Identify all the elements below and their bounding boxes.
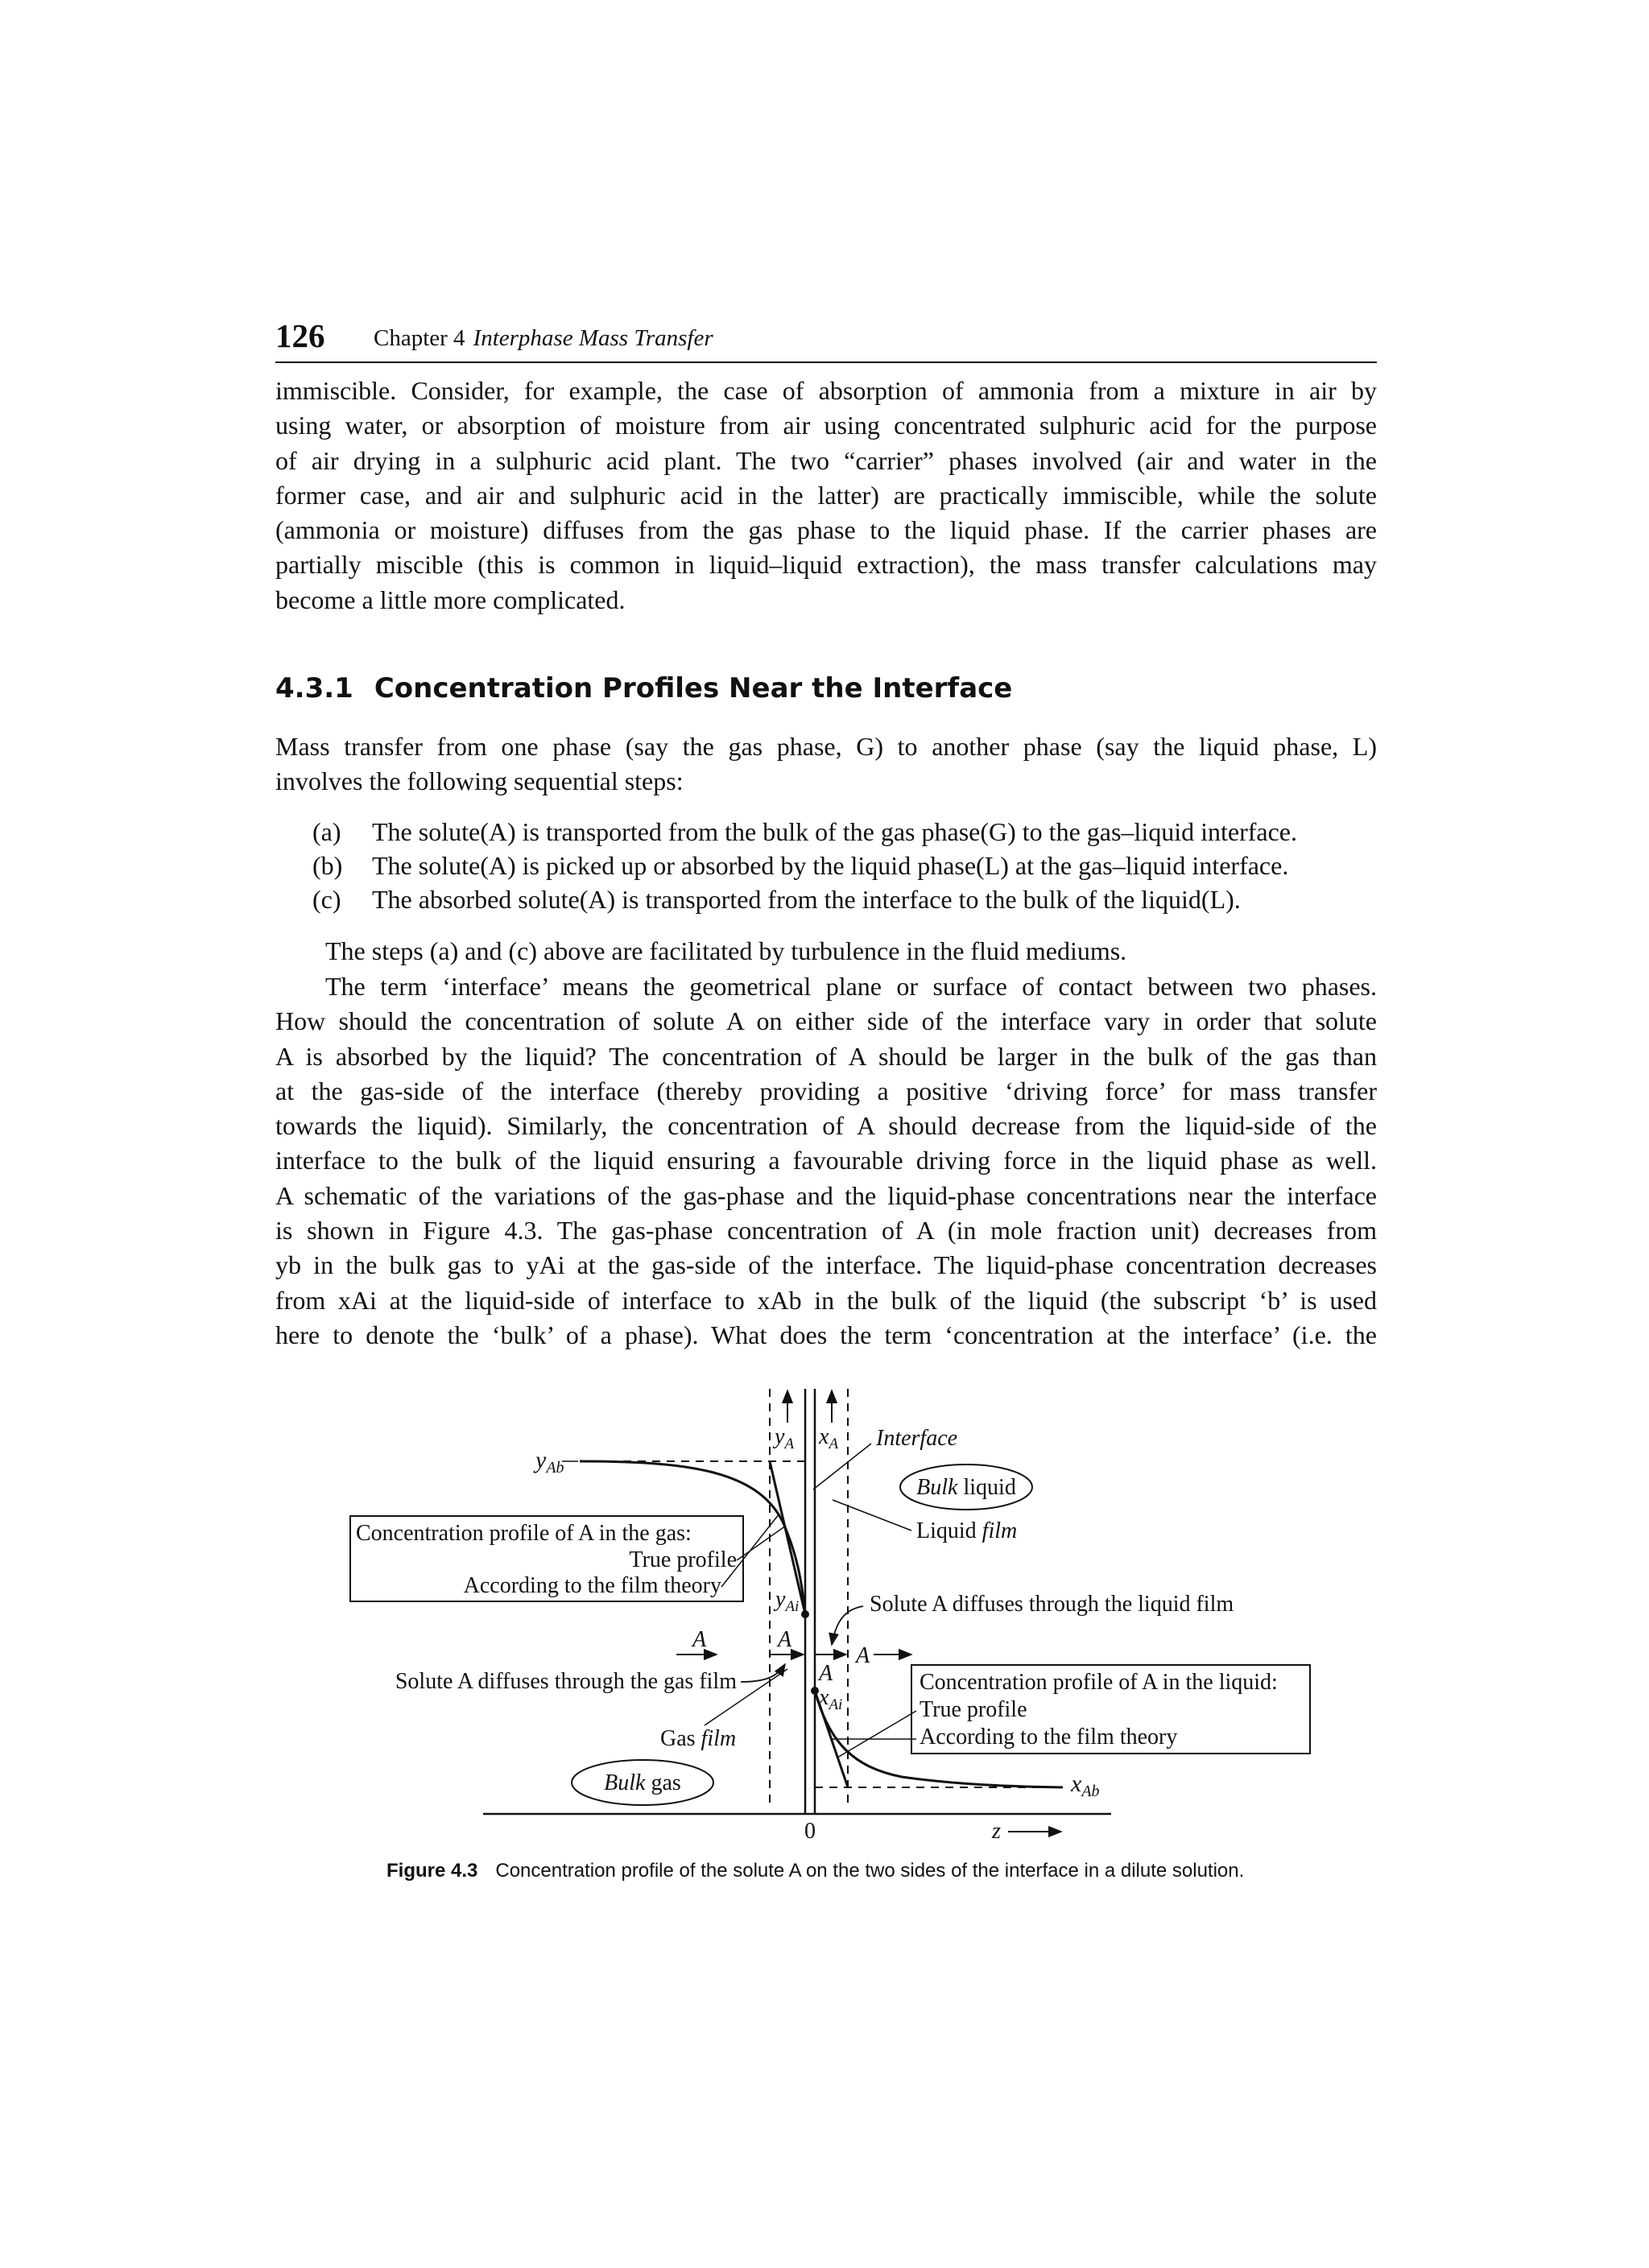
- y-a-subscript: A: [784, 1436, 795, 1452]
- chapter-label: [374, 324, 713, 353]
- text-line: Mass transfer from one phase (say the gas phase, G) to another phase (say the liquid phase, L): [275, 732, 1377, 761]
- text-line: yb in the bulk gas to yAi at the gas-side of the interface. The liquid-phase concentration decreases: [275, 1250, 1377, 1280]
- text-line: become a little more complicated.: [275, 585, 626, 614]
- liquid-film-leader-line: [833, 1500, 911, 1531]
- x-ai-subscript: Ai: [829, 1696, 843, 1713]
- bulk-gas-rest: gas: [645, 1770, 681, 1795]
- solute-gas-film-label: Solute A diffuses through the gas film: [395, 1669, 737, 1694]
- y-ai-point: [801, 1610, 809, 1618]
- step-item: [312, 815, 1377, 849]
- gas-film-label: [660, 1726, 736, 1751]
- y-ab-symbol: y: [535, 1447, 547, 1473]
- gas-box-line3: According to the film theory: [463, 1573, 721, 1598]
- text-line: The steps (a) and (c) above are facilitated by turbulence in the fluid mediums.: [325, 936, 1127, 965]
- x-ai-symbol: x: [819, 1685, 829, 1710]
- liquid-box-line2: True profile: [920, 1697, 1027, 1722]
- liquid-film-italic: film: [982, 1518, 1018, 1543]
- solute-liquid-film-label: Solute A diffuses through the liquid film: [870, 1592, 1234, 1617]
- step-item: [312, 882, 1377, 916]
- step-text: The solute(A) is picked up or absorbed by the liquid phase(L) at the gas–liquid interface.: [372, 851, 1289, 880]
- step-text: The solute(A) is transported from the bulk of the gas phase(G) to the gas–liquid interface.: [372, 817, 1297, 846]
- solute-gas-arrow: [741, 1664, 785, 1682]
- liquid-box-line1: Concentration profile of A in the liquid:: [920, 1670, 1278, 1695]
- chapter-title: Interphase Mass Transfer: [473, 325, 713, 351]
- step-tag: (a): [312, 817, 341, 846]
- gas-box-line1: Concentration profile of A in the gas:: [356, 1521, 692, 1546]
- y-ab-label: [533, 1447, 564, 1477]
- text-line: here to denote the ‘bulk’ of a phase). What does the term ‘concentration at the interface’ (i.e. the: [275, 1320, 1377, 1349]
- gas-flux-a-label: A: [692, 1627, 707, 1652]
- bulk-gas-italic: Bulk: [604, 1770, 646, 1795]
- liquid-true-leader: [837, 1711, 916, 1758]
- gas-true-leader: [737, 1526, 786, 1560]
- x-a-label: [818, 1424, 838, 1452]
- gas-film-a-label: A: [778, 1627, 792, 1652]
- figure-label: Figure 4.3: [386, 1860, 478, 1882]
- page-number: 126: [275, 317, 325, 354]
- text-line: is shown in Figure 4.3. The gas-phase concentration of A (in mole fraction unit) decreases from: [275, 1216, 1377, 1246]
- origin-label: 0: [804, 1819, 816, 1840]
- step-item: [312, 849, 1377, 882]
- liquid-film-label: [916, 1518, 1017, 1543]
- section-number: 4.3.1: [275, 672, 353, 704]
- interface-a-label: A: [819, 1661, 833, 1686]
- step-text: The absorbed solute(A) is transported from the interface to the bulk of the liquid(L).: [372, 885, 1241, 914]
- gas-film-plain: Gas: [660, 1726, 701, 1751]
- concentration-profile-diagram: [338, 1373, 1320, 1840]
- text-line: from xAi at the liquid-side of interface to xAb in the bulk of the liquid (the subscript ‘b’ is used: [275, 1285, 1377, 1315]
- y-ab-subscript: Ab: [546, 1459, 564, 1477]
- bulk-liquid-label: [916, 1475, 1016, 1500]
- text-line: partially miscible (this is common in liquid–liquid extraction), the mass transfer calculations may: [275, 550, 1377, 580]
- running-head: [275, 316, 1377, 363]
- caption-text: Concentration profile of the solute A on the two sides of the interface in a dilute solution.: [495, 1860, 1245, 1882]
- section-title: Concentration Profiles Near the Interface: [374, 672, 1013, 704]
- text-line: towards the liquid). Similarly, the concentration of A should decrease from the liquid-side of the: [275, 1111, 1377, 1141]
- x-a-subscript: A: [829, 1436, 839, 1452]
- body-paragraph: [275, 969, 1377, 1353]
- y-ai-label: [773, 1587, 799, 1615]
- bulk-liquid-italic: Bulk: [916, 1475, 958, 1500]
- steps-note: [325, 934, 1377, 969]
- text-line: at the gas-side of the interface (thereby providing a positive ‘driving force’ for mass transfer: [275, 1076, 1377, 1105]
- section-heading: [275, 671, 1012, 706]
- text-line: using water, or absorption of moisture from air using concentrated sulphuric acid for the purpose: [275, 411, 1377, 440]
- bulk-gas-label: [604, 1770, 681, 1795]
- x-ab-symbol: x: [1071, 1770, 1082, 1797]
- y-a-symbol: y: [775, 1424, 785, 1449]
- text-line: The term ‘interface’ means the geometrical plane or surface of contact between two phases.: [325, 972, 1377, 1001]
- gas-box-line2: True profile: [629, 1547, 737, 1572]
- x-ab-subscript: Ab: [1081, 1783, 1100, 1800]
- text-line: (ammonia or moisture) diffuses from the gas phase to the liquid phase. If the carrier phases are: [275, 515, 1377, 545]
- text-line: former case, and air and sulphuric acid in the latter) are practically immiscible, while the solute: [275, 480, 1377, 510]
- y-a-label: [772, 1424, 794, 1452]
- lead-paragraph: [275, 729, 1377, 799]
- figure-caption: [386, 1858, 1320, 1884]
- text-line: immiscible. Consider, for example, the case of absorption of ammonia from a mixture in air by: [275, 376, 1377, 405]
- bulk-liquid-rest: liquid: [957, 1475, 1016, 1500]
- liquid-film-plain: Liquid: [916, 1518, 982, 1543]
- text-line: interface to the bulk of the liquid ensuring a favourable driving force in the liquid phase as well.: [275, 1146, 1377, 1175]
- interface-leader: [813, 1444, 871, 1489]
- liquid-flux-a-label: A: [856, 1643, 870, 1668]
- x-ab-label: [1070, 1770, 1100, 1800]
- chapter-number: Chapter 4: [374, 325, 465, 351]
- gas-film-italic: film: [701, 1726, 737, 1751]
- step-tag: (c): [312, 885, 341, 914]
- y-ai-subscript: Ai: [785, 1598, 800, 1615]
- interface-label: Interface: [876, 1426, 958, 1451]
- text-line: of air drying in a sulphuric acid plant. The two “carrier” phases involved (air and water in the: [275, 445, 1377, 475]
- intro-paragraph: [275, 374, 1377, 618]
- step-tag: (b): [312, 851, 343, 880]
- text-line: A schematic of the variations of the gas-phase and the liquid-phase concentrations near the interface: [275, 1180, 1377, 1210]
- z-axis-label: z: [992, 1819, 1001, 1840]
- text-line: How should the concentration of solute A on either side of the interface vary in order that solute: [275, 1006, 1377, 1036]
- x-ai-point: [811, 1687, 819, 1695]
- y-ai-symbol: y: [775, 1587, 786, 1612]
- text-line: A is absorbed by the liquid? The concentration of A should be larger in the bulk of the gas than: [275, 1041, 1377, 1071]
- liquid-box-line3: According to the film theory: [920, 1725, 1178, 1750]
- x-ai-label: [818, 1685, 842, 1713]
- x-a-symbol: x: [819, 1424, 829, 1449]
- text-line: involves the following sequential steps:: [275, 766, 684, 796]
